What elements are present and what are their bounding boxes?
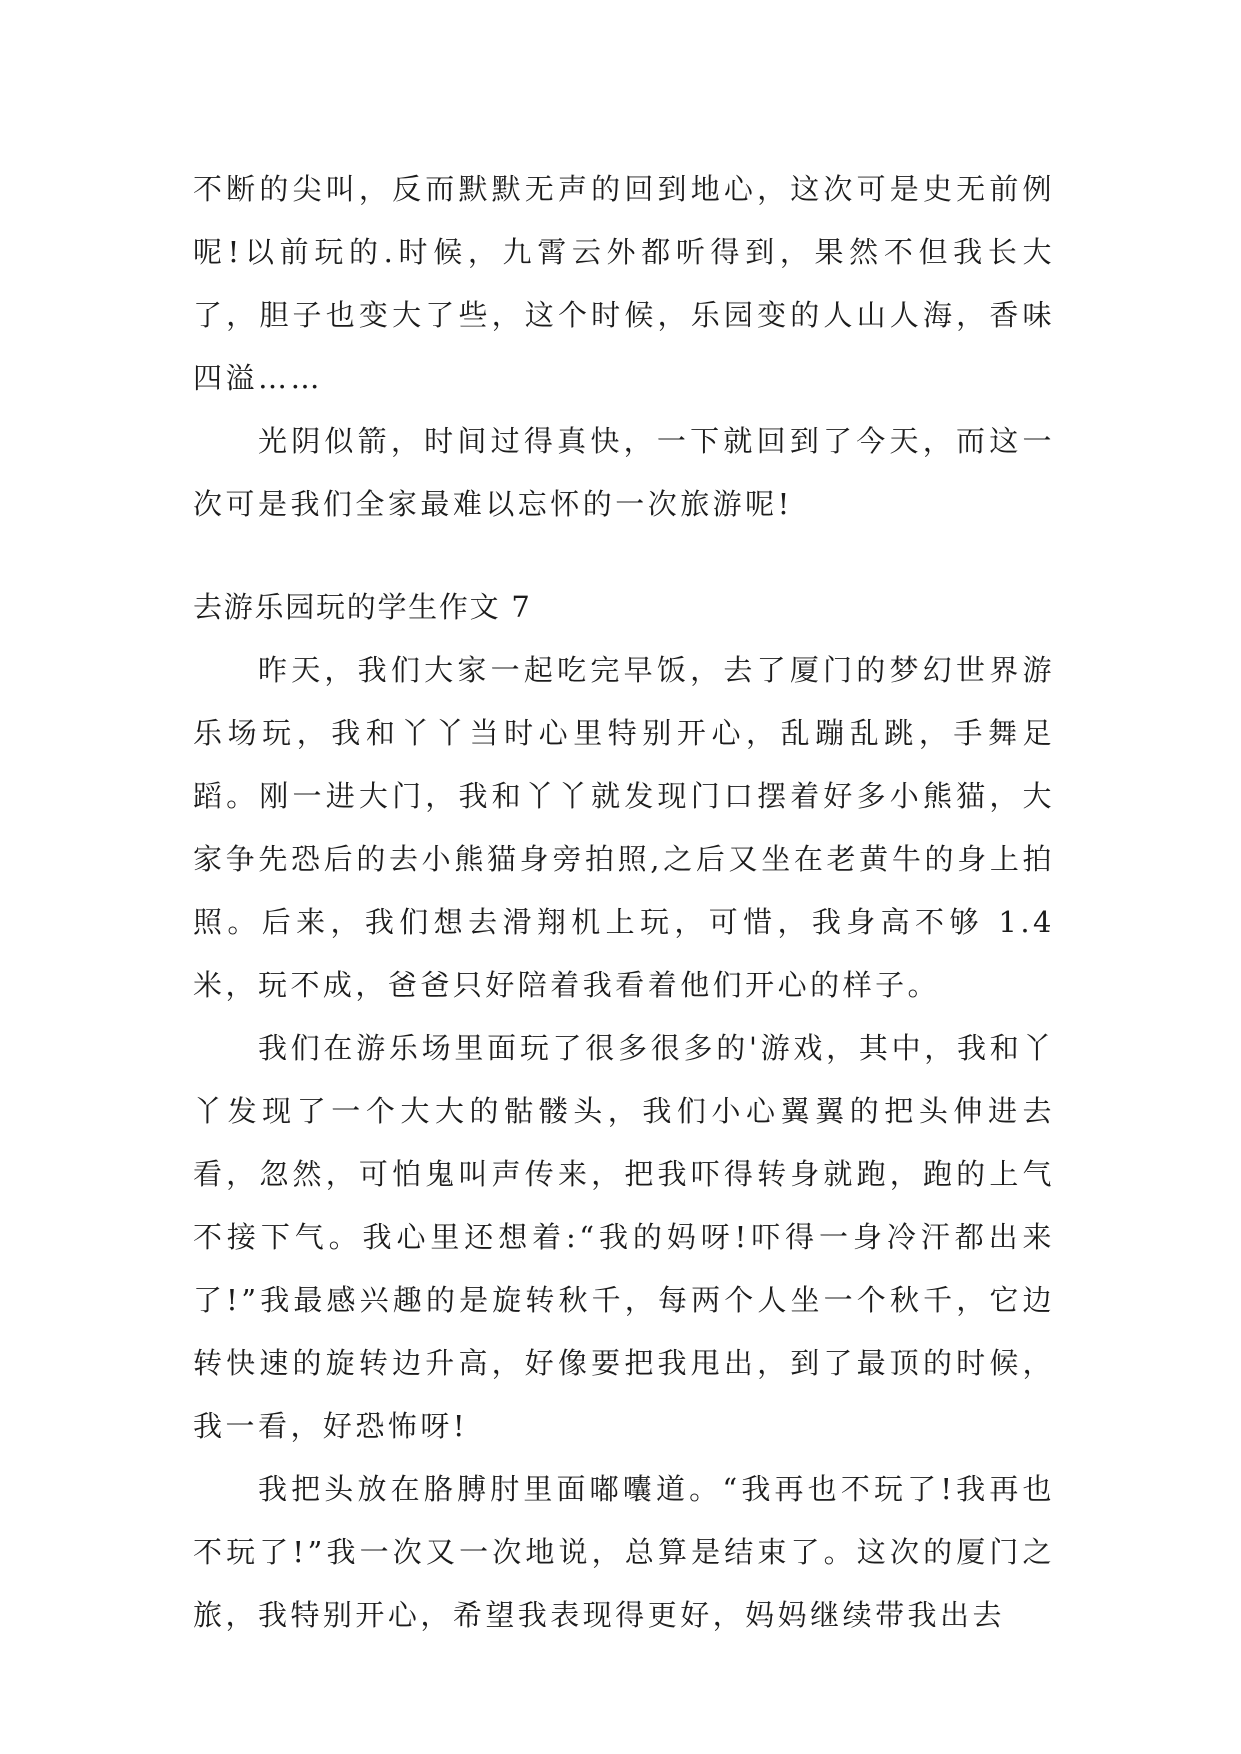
paragraph: 昨天，我们大家一起吃完早饭，去了厦门的梦幻世界游乐场玩，我和丫丫当时心里特别开心，乱蹦乱跳，手舞足蹈。刚一进大门，我和丫丫就发现门口摆着好多小熊猫，大家争先恐后的去小熊猫身旁拍照,之后又坐在老黄牛的身上拍照。后来，我们想去滑翔机上玩，可惜，我身高不够 1.4 米，玩不成，爸爸只好陪着我看着他们开心的样子。: [193, 653, 1055, 1002]
paragraph: 我把头放在胳膊肘里面嘟囔道。“我再也不玩了!我再也不玩了!”我一次又一次地说，总算是结束了。这次的厦门之旅，我特别开心，希望我表现得更好，妈妈继续带我出去: [193, 1472, 1055, 1632]
section-gap: [193, 536, 1055, 576]
paragraph-closing: 光阴似箭，时间过得真快，一下就回到了今天，而这一次可是我们全家最难以忘怀的一次旅游呢!: [193, 424, 1055, 521]
body-text: [193, 158, 1055, 1647]
section-title: 去游乐园玩的学生作文 7: [193, 590, 532, 624]
paragraph-continued: 不断的尖叫，反而默默无声的回到地心，这次可是史无前例呢!以前玩的.时候，九霄云外都听得到，果然不但我长大了，胆子也变大了些，这个时候，乐园变的人山人海，香味四溢……: [193, 172, 1055, 395]
paragraph: 我们在游乐场里面玩了很多很多的'游戏，其中，我和丫丫发现了一个大大的骷髅头，我们小心翼翼的把头伸进去看，忽然，可怕鬼叫声传来，把我吓得转身就跑，跑的上气不接下气。我心里还想着:“我的妈呀!吓得一身冷汗都出来了!”我最感兴趣的是旋转秋千，每两个人坐一个秋千，它边转快速的旋转边升高，好像要把我甩出，到了最顶的时候，我一看，好恐怖呀!: [193, 1031, 1055, 1443]
